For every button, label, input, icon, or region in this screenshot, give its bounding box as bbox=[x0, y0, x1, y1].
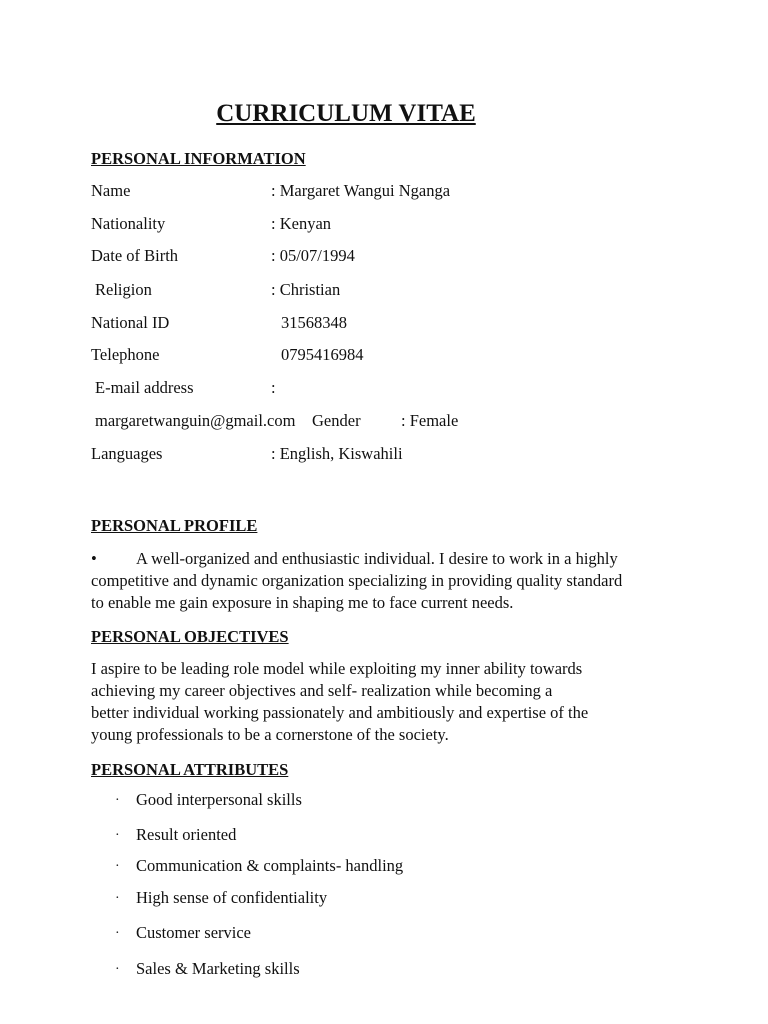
attribute-item: Result oriented bbox=[136, 825, 237, 844]
nationality-value: : Kenyan bbox=[271, 214, 332, 233]
dob-label: Date of Birth bbox=[91, 246, 179, 265]
attribute-bullet: · bbox=[115, 793, 120, 808]
objectives-paragraph bbox=[91, 658, 691, 746]
languages-label: Languages bbox=[91, 444, 163, 463]
profile-line: to enable me gain exposure in shaping me to face current needs. bbox=[91, 593, 514, 612]
attribute-item: Communication & complaints- handling bbox=[136, 856, 404, 875]
profile-line: competitive and dynamic organization specializing in providing quality standard bbox=[91, 571, 623, 590]
document-title: CURRICULUM VITAE bbox=[216, 100, 476, 127]
religion-value: : Christian bbox=[271, 280, 341, 299]
attribute-bullet: · bbox=[115, 926, 120, 941]
religion-label: Religion bbox=[95, 280, 152, 299]
objectives-line: better individual working passionately and ambitiously and expertise of the bbox=[91, 703, 589, 722]
attribute-item: Sales & Marketing skills bbox=[136, 959, 300, 978]
telephone-label: Telephone bbox=[91, 345, 160, 364]
attribute-item: Good interpersonal skills bbox=[136, 790, 302, 809]
profile-bullet: • bbox=[91, 549, 97, 568]
national-id-value: 31568348 bbox=[281, 313, 347, 332]
attribute-bullet: · bbox=[115, 891, 120, 906]
name-value: : Margaret Wangui Nganga bbox=[271, 181, 451, 200]
languages-value: : English, Kiswahili bbox=[271, 444, 403, 463]
personal-objectives-heading: PERSONAL OBJECTIVES bbox=[91, 627, 289, 646]
personal-profile-heading: PERSONAL PROFILE bbox=[91, 516, 258, 535]
nationality-label: Nationality bbox=[91, 214, 166, 233]
dob-value: : 05/07/1994 bbox=[271, 246, 355, 265]
attribute-bullet: · bbox=[115, 859, 120, 874]
objectives-line: young professionals to be a cornerstone of the society. bbox=[91, 725, 449, 744]
email-value: margaretwanguin@gmail.com bbox=[95, 411, 296, 430]
gender-label: Gender bbox=[312, 411, 361, 430]
gender-value: : Female bbox=[401, 411, 459, 430]
objectives-line: achieving my career objectives and self- realization while becoming a bbox=[91, 681, 553, 700]
telephone-value: 0795416984 bbox=[281, 345, 364, 364]
attribute-bullet: · bbox=[115, 828, 120, 843]
personal-attributes-heading: PERSONAL ATTRIBUTES bbox=[91, 760, 289, 779]
name-label: Name bbox=[91, 181, 131, 200]
attribute-bullet: · bbox=[115, 962, 120, 977]
profile-line: A well-organized and enthusiastic individual. I desire to work in a highly bbox=[136, 549, 618, 568]
email-colon: : bbox=[271, 378, 276, 397]
national-id-label: National ID bbox=[91, 313, 170, 332]
attribute-item: High sense of confidentiality bbox=[136, 888, 328, 907]
personal-information-heading: PERSONAL INFORMATION bbox=[91, 149, 306, 168]
email-label: E-mail address bbox=[95, 378, 194, 397]
attribute-item: Customer service bbox=[136, 923, 252, 942]
objectives-line: I aspire to be leading role model while exploiting my inner ability towards bbox=[91, 659, 583, 678]
